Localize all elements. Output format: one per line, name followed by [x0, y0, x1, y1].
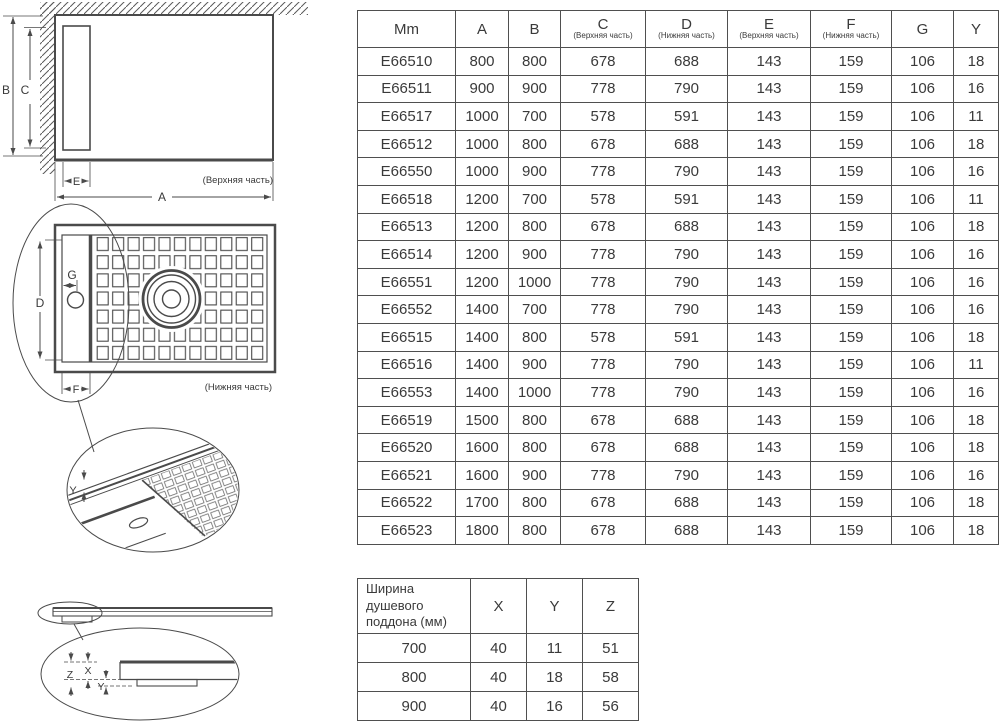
- width-table-row: [358, 663, 639, 692]
- cell-a: 1000: [456, 103, 509, 131]
- cell-a: 1800: [456, 517, 509, 545]
- cell-e: 143: [728, 75, 811, 103]
- cell-y: 16: [954, 158, 999, 186]
- spec-table-body: [358, 48, 999, 545]
- spec-table-row: [358, 185, 999, 213]
- col-header-d-label: D: [681, 15, 692, 33]
- cell-b: 700: [509, 296, 561, 324]
- cell-y: 16: [954, 296, 999, 324]
- cell-b: 800: [509, 323, 561, 351]
- cell-y: 18: [954, 434, 999, 462]
- cell-x: 40: [471, 634, 527, 663]
- col-header-b: B: [509, 11, 561, 48]
- cell-b: 1000: [509, 268, 561, 296]
- cell-d: 591: [646, 323, 728, 351]
- cell-model: E66550: [358, 158, 456, 186]
- cell-z: 51: [583, 634, 639, 663]
- cell-e: 143: [728, 130, 811, 158]
- cell-g: 106: [892, 296, 954, 324]
- cell-d: 790: [646, 379, 728, 407]
- label-y-section: Y: [97, 681, 105, 693]
- cell-a: 1000: [456, 130, 509, 158]
- cell-y: 18: [954, 489, 999, 517]
- cell-y: 11: [954, 351, 999, 379]
- cell-model: E66518: [358, 185, 456, 213]
- spec-table-row: [358, 517, 999, 545]
- cell-a: 1400: [456, 351, 509, 379]
- cell-f: 159: [811, 434, 892, 462]
- cell-c: 778: [561, 158, 646, 186]
- cell-a: 1600: [456, 434, 509, 462]
- cell-e: 143: [728, 268, 811, 296]
- cell-c: 578: [561, 323, 646, 351]
- cell-y: 16: [954, 379, 999, 407]
- spec-table-header-row: [358, 11, 999, 48]
- cell-d: 591: [646, 103, 728, 131]
- cell-b: 800: [509, 489, 561, 517]
- cell-d: 688: [646, 434, 728, 462]
- cell-a: 1500: [456, 406, 509, 434]
- spec-table-row: [358, 213, 999, 241]
- col-header-f-label: F: [846, 15, 856, 33]
- cell-y: 16: [954, 268, 999, 296]
- spec-table-row: [358, 241, 999, 269]
- cell-model: E66510: [358, 48, 456, 76]
- cell-g: 106: [892, 130, 954, 158]
- spec-table-row: [358, 75, 999, 103]
- cell-model: E66514: [358, 241, 456, 269]
- width-table-row: [358, 634, 639, 663]
- cell-c: 578: [561, 103, 646, 131]
- cell-b: 900: [509, 461, 561, 489]
- cell-y: 18: [954, 48, 999, 76]
- spec-table-row: [358, 323, 999, 351]
- cell-model: E66520: [358, 434, 456, 462]
- cell-c: 678: [561, 213, 646, 241]
- cell-d: 790: [646, 75, 728, 103]
- cell-a: 1400: [456, 323, 509, 351]
- cell-b: 800: [509, 213, 561, 241]
- cell-d: 591: [646, 185, 728, 213]
- cell-model: E66515: [358, 323, 456, 351]
- cell-f: 159: [811, 268, 892, 296]
- cell-g: 106: [892, 406, 954, 434]
- cell-g: 106: [892, 489, 954, 517]
- cell-d: 790: [646, 241, 728, 269]
- col-header-c-label: C: [597, 15, 609, 33]
- cell-b: 900: [509, 241, 561, 269]
- cell-e: 143: [728, 517, 811, 545]
- col-header-e: [728, 11, 811, 48]
- cell-d: 688: [646, 48, 728, 76]
- cell-e: 143: [728, 351, 811, 379]
- wall-hatch-top: [40, 2, 308, 15]
- cell-c: 778: [561, 75, 646, 103]
- cell-b: 700: [509, 103, 561, 131]
- cell-f: 159: [811, 158, 892, 186]
- cell-model: E66519: [358, 406, 456, 434]
- col-header-d: [646, 11, 728, 48]
- cell-c: 678: [561, 517, 646, 545]
- label-d: D: [35, 296, 45, 310]
- cell-model: E66522: [358, 489, 456, 517]
- cell-b: 900: [509, 158, 561, 186]
- cell-f: 159: [811, 241, 892, 269]
- cell-b: 800: [509, 434, 561, 462]
- label-y-edge: Y: [69, 485, 77, 497]
- cell-a: 1700: [456, 489, 509, 517]
- label-x-section: X: [84, 665, 92, 677]
- col-header-f-sub: (Нижняя часть): [822, 31, 880, 41]
- cell-width: 900: [358, 692, 471, 721]
- col-header-g: G: [892, 11, 954, 48]
- cell-f: 159: [811, 48, 892, 76]
- cell-g: 106: [892, 517, 954, 545]
- col-header-y2: Y: [527, 579, 583, 634]
- edge-detail-diagram: [39, 426, 287, 586]
- cell-c: 778: [561, 241, 646, 269]
- label-a: A: [157, 190, 167, 204]
- cell-width: 800: [358, 663, 471, 692]
- bottom-view-caption: (Нижняя часть): [204, 382, 272, 393]
- cell-y: 16: [954, 461, 999, 489]
- cell-y: 18: [954, 517, 999, 545]
- cell-e: 143: [728, 103, 811, 131]
- label-e: E: [72, 176, 81, 188]
- cell-c: 778: [561, 268, 646, 296]
- cell-d: 688: [646, 489, 728, 517]
- cell-g: 106: [892, 351, 954, 379]
- cell-d: 790: [646, 461, 728, 489]
- cell-y2: 16: [527, 692, 583, 721]
- label-f: F: [72, 384, 80, 396]
- cell-z: 58: [583, 663, 639, 692]
- cell-f: 159: [811, 213, 892, 241]
- cell-g: 106: [892, 461, 954, 489]
- cell-a: 1200: [456, 268, 509, 296]
- cell-f: 159: [811, 517, 892, 545]
- cell-model: E66551: [358, 268, 456, 296]
- cell-y: 16: [954, 75, 999, 103]
- cell-g: 106: [892, 434, 954, 462]
- cell-f: 159: [811, 379, 892, 407]
- cell-model: E66513: [358, 213, 456, 241]
- width-header: Ширина душевого поддона (мм): [358, 579, 471, 634]
- cell-e: 143: [728, 185, 811, 213]
- cell-y: 18: [954, 406, 999, 434]
- spec-table-row: [358, 434, 999, 462]
- label-z-section: Z: [66, 669, 74, 681]
- spec-table-row: [358, 158, 999, 186]
- width-table-row: [358, 692, 639, 721]
- cell-a: 1200: [456, 213, 509, 241]
- cell-y: 16: [954, 241, 999, 269]
- cell-a: 900: [456, 75, 509, 103]
- cell-y: 11: [954, 103, 999, 131]
- cell-model: E66523: [358, 517, 456, 545]
- cell-c: 778: [561, 296, 646, 324]
- cell-f: 159: [811, 406, 892, 434]
- cell-d: 688: [646, 406, 728, 434]
- cell-b: 800: [509, 517, 561, 545]
- cell-b: 700: [509, 185, 561, 213]
- cell-g: 106: [892, 323, 954, 351]
- cell-g: 106: [892, 103, 954, 131]
- cell-model: E66511: [358, 75, 456, 103]
- cell-g: 106: [892, 379, 954, 407]
- cell-model: E66512: [358, 130, 456, 158]
- width-table-header-row: [358, 579, 639, 634]
- cell-c: 678: [561, 406, 646, 434]
- spec-table-row: [358, 296, 999, 324]
- cell-b: 900: [509, 351, 561, 379]
- spec-table-row: [358, 103, 999, 131]
- section-detail-diagram: [38, 602, 272, 720]
- cell-a: 1200: [456, 185, 509, 213]
- spec-table-row: [358, 351, 999, 379]
- cell-d: 790: [646, 268, 728, 296]
- spec-table-row: [358, 130, 999, 158]
- width-table-body: [358, 634, 639, 721]
- cell-g: 106: [892, 48, 954, 76]
- cell-c: 778: [561, 461, 646, 489]
- cell-a: 1400: [456, 296, 509, 324]
- cell-d: 790: [646, 158, 728, 186]
- cell-a: 1600: [456, 461, 509, 489]
- cell-g: 106: [892, 268, 954, 296]
- spec-table: [357, 10, 999, 545]
- cell-c: 778: [561, 379, 646, 407]
- cell-f: 159: [811, 461, 892, 489]
- cell-c: 578: [561, 185, 646, 213]
- detail-fixing-hole: [128, 516, 149, 530]
- cell-f: 159: [811, 75, 892, 103]
- cell-y2: 11: [527, 634, 583, 663]
- fixing-hole: [68, 292, 84, 308]
- cell-f: 159: [811, 130, 892, 158]
- cell-c: 678: [561, 434, 646, 462]
- cell-e: 143: [728, 406, 811, 434]
- cell-model: E66521: [358, 461, 456, 489]
- spec-table-row: [358, 489, 999, 517]
- cell-model: E66516: [358, 351, 456, 379]
- small-callout-ellipse: [38, 602, 102, 624]
- spec-table-row: [358, 48, 999, 76]
- cell-e: 143: [728, 213, 811, 241]
- cell-d: 790: [646, 296, 728, 324]
- col-header-c: [561, 11, 646, 48]
- cell-y: 18: [954, 130, 999, 158]
- cell-c: 678: [561, 130, 646, 158]
- cell-c: 678: [561, 48, 646, 76]
- cell-f: 159: [811, 351, 892, 379]
- col-header-e-label: E: [763, 15, 774, 33]
- cell-b: 800: [509, 48, 561, 76]
- cell-g: 106: [892, 185, 954, 213]
- cell-b: 800: [509, 130, 561, 158]
- cell-g: 106: [892, 158, 954, 186]
- col-header-z2: Z: [583, 579, 639, 634]
- cell-f: 159: [811, 323, 892, 351]
- col-header-e-sub: (Верхняя часть): [739, 31, 799, 41]
- cell-width: 700: [358, 634, 471, 663]
- label-c: C: [20, 83, 30, 97]
- cell-e: 143: [728, 296, 811, 324]
- cell-x: 40: [471, 692, 527, 721]
- cell-d: 688: [646, 213, 728, 241]
- technical-drawings: [0, 0, 345, 721]
- cell-z: 56: [583, 692, 639, 721]
- cell-d: 790: [646, 351, 728, 379]
- cell-a: 1200: [456, 241, 509, 269]
- tray-outline: [55, 15, 273, 160]
- cell-y: 18: [954, 213, 999, 241]
- cell-y2: 18: [527, 663, 583, 692]
- cell-c: 678: [561, 489, 646, 517]
- col-header-x2: X: [471, 579, 527, 634]
- cell-g: 106: [892, 241, 954, 269]
- cell-y: 11: [954, 185, 999, 213]
- cell-b: 900: [509, 75, 561, 103]
- cell-e: 143: [728, 434, 811, 462]
- cell-f: 159: [811, 489, 892, 517]
- label-g: G: [67, 268, 77, 282]
- cell-f: 159: [811, 185, 892, 213]
- callout-leader: [78, 400, 94, 452]
- drain-circle: [139, 266, 205, 332]
- cell-f: 159: [811, 296, 892, 324]
- col-header-d-sub: (Нижняя часть): [658, 31, 715, 41]
- spec-table-row: [358, 461, 999, 489]
- col-header-a: A: [456, 11, 509, 48]
- spec-table-row: [358, 268, 999, 296]
- cell-f: 159: [811, 103, 892, 131]
- spec-table-row: [358, 379, 999, 407]
- cell-model: E66552: [358, 296, 456, 324]
- cell-e: 143: [728, 158, 811, 186]
- cell-e: 143: [728, 323, 811, 351]
- cell-e: 143: [728, 461, 811, 489]
- cell-e: 143: [728, 379, 811, 407]
- cell-model: E66517: [358, 103, 456, 131]
- top-view-caption: (Верхняя часть): [202, 175, 273, 186]
- cell-b: 1000: [509, 379, 561, 407]
- cell-g: 106: [892, 75, 954, 103]
- col-header-c-sub: (Верхняя часть): [573, 31, 633, 41]
- col-header-f: [811, 11, 892, 48]
- bottom-view-diagram: [13, 204, 275, 452]
- col-header-mm: Mm: [358, 11, 456, 48]
- cell-d: 688: [646, 130, 728, 158]
- cell-g: 106: [892, 213, 954, 241]
- col-header-y: Y: [954, 11, 999, 48]
- cell-e: 143: [728, 489, 811, 517]
- cell-a: 1400: [456, 379, 509, 407]
- cell-x: 40: [471, 663, 527, 692]
- spec-table-row: [358, 406, 999, 434]
- cell-y: 18: [954, 323, 999, 351]
- width-table: [357, 578, 639, 721]
- cell-a: 800: [456, 48, 509, 76]
- cell-model: E66553: [358, 379, 456, 407]
- cell-e: 143: [728, 241, 811, 269]
- cell-c: 778: [561, 351, 646, 379]
- cell-d: 688: [646, 517, 728, 545]
- top-view-diagram: [2, 2, 308, 204]
- label-b: B: [2, 83, 11, 97]
- cell-b: 800: [509, 406, 561, 434]
- cell-a: 1000: [456, 158, 509, 186]
- cell-e: 143: [728, 48, 811, 76]
